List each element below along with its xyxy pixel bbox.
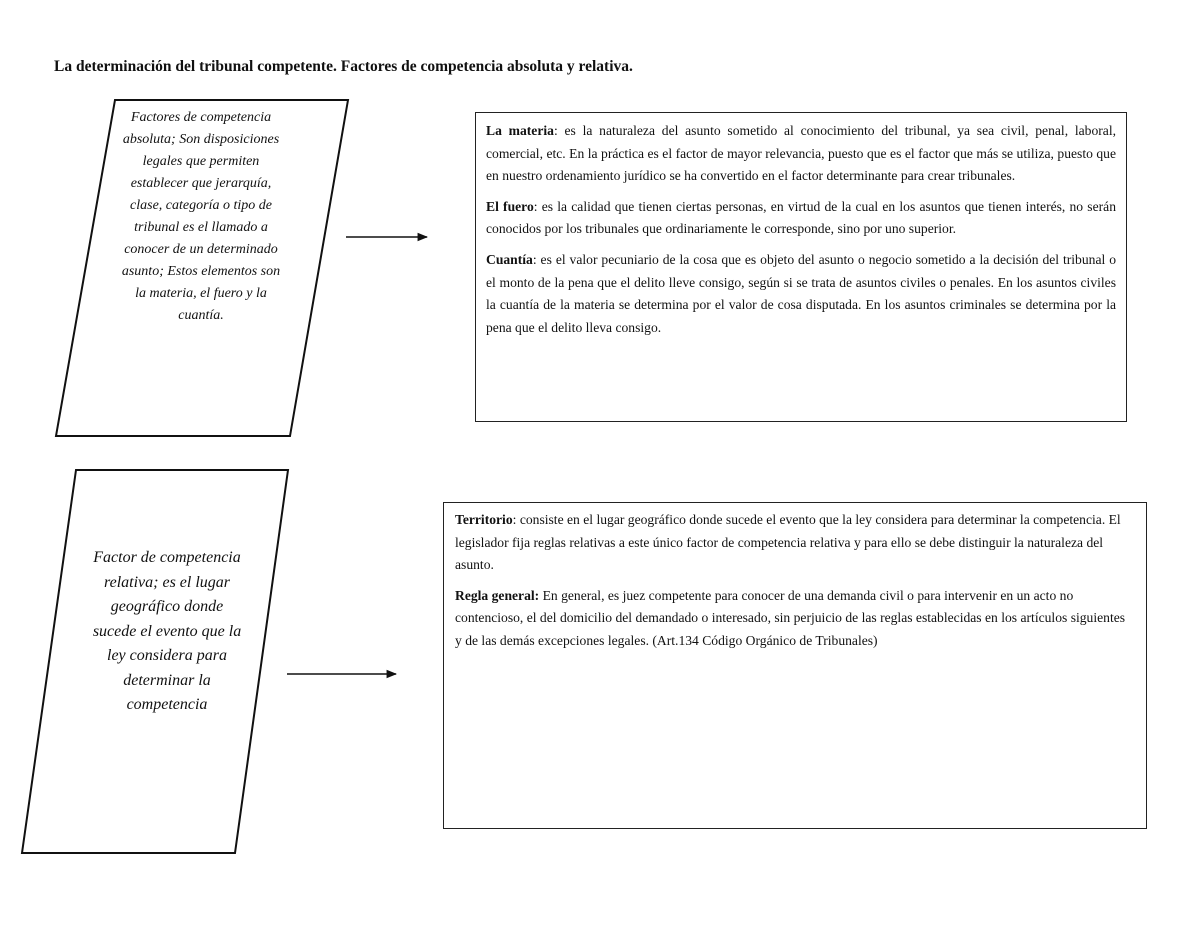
materia-desc: : es la naturaleza del asunto sometido al conocimiento del tribunal, ya sea civil, penal, laboral, comercial, etc. En la práctica es el factor de mayor relevancia, puesto que es el factor que más se utiliza, puesto que en nuestro ordenamiento jurídico se ha convertido en el factor determinante para crear tribunales. bbox=[486, 123, 1116, 184]
fuero-paragraph bbox=[486, 196, 1116, 241]
materia-paragraph bbox=[486, 120, 1116, 188]
regla-general-term: Regla general: bbox=[455, 587, 540, 603]
regla-general-desc: En general, es juez competente para conocer de una demanda civil o para intervenir en un acto no contencioso, el del domicilio del demandado o interesado, sin perjuicio de las reglas establecidas en los artículos siguientes y de las demás excepciones legales. (Art.134 Código Orgánico de Tribunales) bbox=[455, 587, 1126, 648]
cuantia-paragraph bbox=[486, 249, 1116, 339]
fuero-term: El fuero bbox=[486, 198, 534, 214]
cuantia-desc: : es el valor pecuniario de la cosa que es objeto del asunto o negocio sometido a la decisión del tribunal o el monto de la pena que el delito lleve consigo, según si se trata de asuntos civiles o penales. En los asuntos civiles la cuantía de la materia se determina por el valor de cosa disputada. En los asuntos criminales se determina por la pena que el delito lleva consigo. bbox=[486, 251, 1116, 335]
cuantia-term: Cuantía bbox=[486, 251, 533, 267]
territorio-desc: : consiste en el lugar geográfico donde sucede el evento que la ley considera para determinar la competencia. El legislador fija reglas relativas a este único factor de competencia relativa y para ello se debe distinguir la naturaleza del asunto. bbox=[455, 512, 1121, 573]
fuero-desc: : es la calidad que tienen ciertas personas, en virtud de la cual en los asuntos que tienen interés, no serán conocidos por los tribunales que ordinariamente le corresponde, sino por uno superior. bbox=[486, 198, 1116, 237]
territorio-paragraph bbox=[455, 509, 1135, 577]
regla-general-paragraph bbox=[455, 585, 1135, 653]
page-title: La determinación del tribunal competente. Factores de competencia absoluta y relativa. bbox=[54, 58, 633, 75]
relative-factor-text: Factor de competencia relativa; es el lugar geográfico donde sucede el evento que la ley considera para determinar la competencia bbox=[92, 549, 242, 713]
territorio-term: Territorio bbox=[455, 512, 513, 527]
relative-factors-box bbox=[443, 502, 1147, 829]
materia-term: La materia bbox=[486, 123, 554, 138]
absolute-factors-box bbox=[475, 112, 1127, 422]
absolute-factor-text: Factores de competencia absoluta; Son disposiciones legales que permiten establecer que jerarquía, clase, categoría o tipo de tribunal es el llamado a conocer de un determinado asunto; Estos elementos son la materia, el fuero y la cuantía. bbox=[121, 110, 281, 323]
